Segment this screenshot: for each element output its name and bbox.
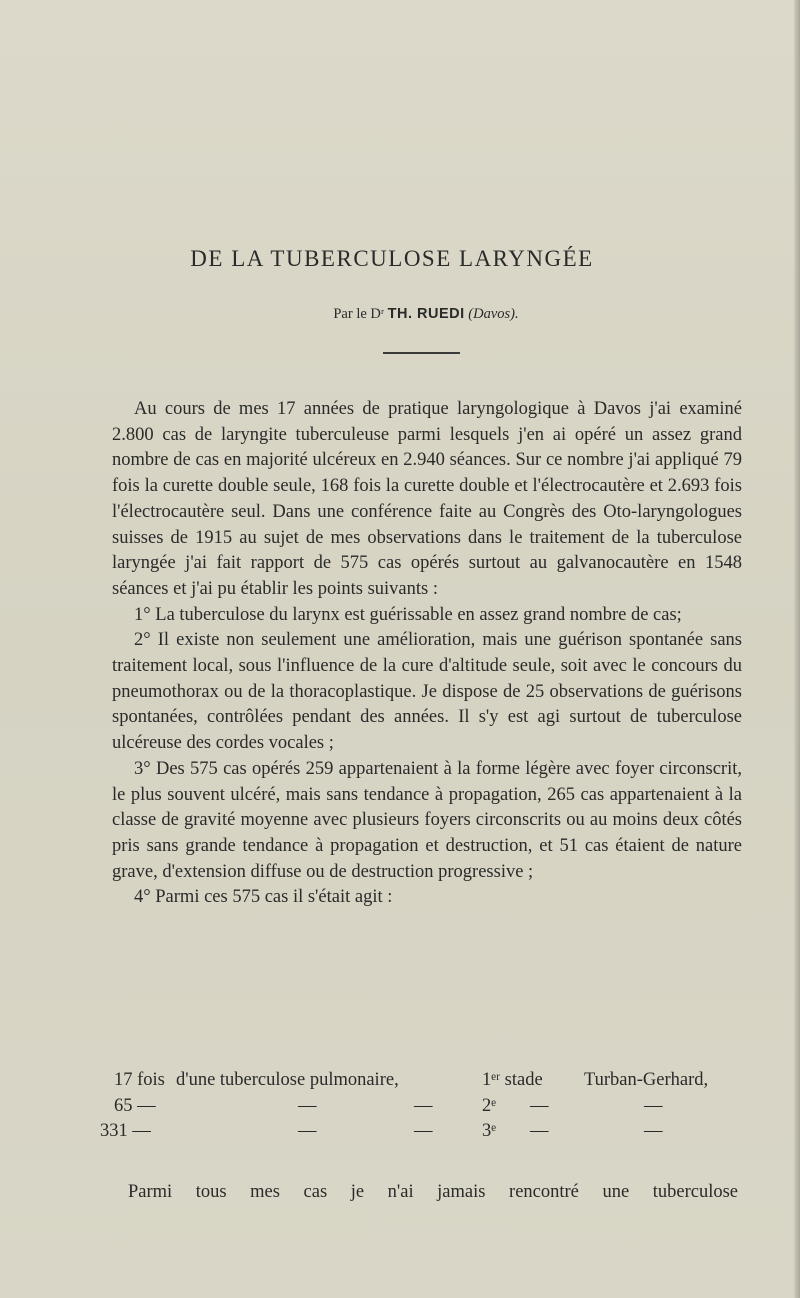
stats-table xyxy=(100,1068,742,1145)
stat-count: 331 — xyxy=(100,1121,151,1142)
title-divider xyxy=(383,352,460,354)
stat-count: 65 — xyxy=(114,1095,156,1116)
paragraph-point-1: 1° La tuberculose du larynx est guérissable en assez grand nombre de cas; xyxy=(134,604,682,625)
byline xyxy=(26,306,800,323)
stats-row xyxy=(112,1068,742,1094)
stat-count: 17 fois xyxy=(114,1070,165,1090)
stats-row xyxy=(100,1119,742,1145)
stat-description: d'une tuberculose pulmonaire, xyxy=(176,1070,399,1090)
article-title: DE LA TUBERCULOSE LARYNGÉE xyxy=(190,246,594,271)
paragraph-point-3: 3° Des 575 cas opérés 259 appartenaient à la forme légère avec foyer circonscrit, le plus souvent ulcéré, mais sans tendance à propagation, 265 cas appartenaient à la classe de gravité moyenne avec plusieurs foyers circonscrits ou au moins deux côtés pris sans grande tendance à propagation et destruction, et 51 cas étaient de nature grave, d'extension diffuse ou de destruction progressive ; xyxy=(112,758,742,882)
stat-classification: Turban-Gerhard, xyxy=(584,1070,709,1090)
stat-ditto: — xyxy=(530,1095,549,1116)
paragraph-point-4: 4° Parmi ces 575 cas il s'était agit : xyxy=(134,887,393,908)
stat-stage: 3ᵉ xyxy=(482,1121,496,1142)
stat-ditto: — xyxy=(298,1121,317,1142)
stat-stage: 2ᵉ xyxy=(482,1095,496,1116)
stat-stage: 1ᵉʳ stade xyxy=(482,1070,543,1090)
paragraph-point-2: 2° Il existe non seulement une amélioration, mais une guérison spontanée sans traitement local, sous l'influence de la cure d'altitude seule, soit avec le concours du pneumothorax ou de la thoracoplastique. Je dispose de 25 observations de guérisons spontanées, contrôlées pendant des années. Il s'y est agi surtout de tuberculose ulcéreuse des cordes vocales ; xyxy=(112,630,742,754)
byline-prefix: Par le Dʳ xyxy=(333,306,385,322)
stat-ditto: — xyxy=(414,1095,433,1116)
stat-ditto: — xyxy=(414,1121,433,1142)
paragraph-intro: Au cours de mes 17 années de pratique laryngologique à Davos j'ai examiné 2.800 cas de laryngite tuberculeuse parmi lesquels j'en ai opéré un assez grand nombre de cas en majorité ulcéreux en 2.940 séances. Sur ce nombre j'ai appliqué 79 fois la curette double seule, 168 fois la curette double et l'électrocautère et 2.693 fois l'électrocautère seul. Dans une conférence faite au Congrès des Oto-laryngologues suisses de 1915 au sujet de mes observations dans le traitement de la tuberculose laryngée j'ai fait rapport de 575 cas opérés surtout au galvanocautère en 1548 séances et j'ai pu établir les points suivants : xyxy=(112,399,742,599)
stat-ditto: — xyxy=(530,1121,549,1142)
article-body xyxy=(112,397,742,911)
stat-ditto: — xyxy=(644,1121,663,1142)
stat-ditto: — xyxy=(644,1095,663,1116)
byline-place: (Davos). xyxy=(468,306,519,322)
stats-row xyxy=(112,1094,742,1120)
byline-author: TH. RUEDI xyxy=(387,306,465,322)
closing-line: Parmi tous mes cas je n'ai jamais rencontré une tuberculose xyxy=(128,1182,738,1202)
stat-ditto: — xyxy=(298,1095,317,1116)
page-edge xyxy=(794,0,800,1298)
